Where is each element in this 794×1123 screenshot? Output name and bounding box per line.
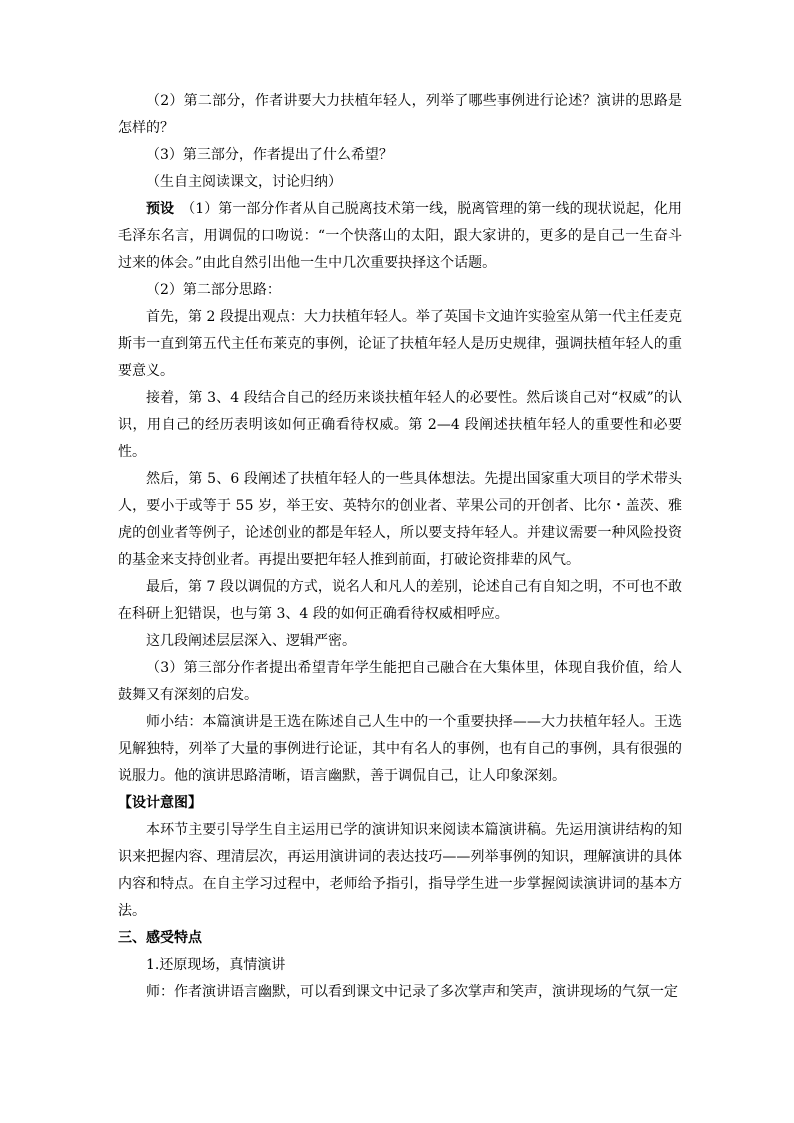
paragraph-first: 首先，第 2 段提出观点：大力扶植年轻人。举了英国卡文迪许实验室从第一代主任麦克斯韦一直到第五代主任布莱克的事例，论证了扶植年轻人是历史规律，强调扶植年轻人的重要意义。 [118,309,682,379]
paragraph-part3: （3）第三部分作者提出希望青年学生能把自己融合在大集体里，体现自我价值，给人鼓舞又有深刻的启发。 [118,660,682,703]
preview-label: 预设 [146,201,175,217]
reading-instruction: （生自主阅读课文，讨论归纳） [146,174,342,190]
question-part3: （3）第三部分，作者提出了什么希望？ [146,147,393,163]
item-1: 1.还原现场，真情演讲 [146,957,286,973]
teacher-summary: 师小结：本篇演讲是王选在陈述自己人生中的一个重要抉择——大力扶植年轻人。王选见解独特，列举了大量的事例进行论证，其中有名人的事例，也有自己的事例，具有很强的说服力。他的演讲思路清晰，语言幽默，善于调侃自己，让人印象深刻。 [118,714,682,784]
preview-paragraph [118,196,682,277]
section3-heading: 三、感受特点 [118,930,202,946]
design-intent-heading: 【设计意图】 [118,795,202,811]
paragraph-last: 最后，第 7 段以调侃的方式，说名人和凡人的差别，论述自己有自知之明，不可也不敢在科研上犯错误，也与第 3、4 段的如何正确看待权威相呼应。 [118,579,682,622]
paragraph-summary: 这几段阐述层层深入、逻辑严密。 [146,633,356,649]
part2-title: （2）第二部分思路： [146,282,281,298]
teacher-line: 师：作者演讲语言幽默，可以看到课文中记录了多次掌声和笑声，演讲现场的气氛一定 [146,984,678,1000]
preview-text: （1）第一部分作者从自己脱离技术第一线，脱离管理的第一线的现状说起，化用毛泽东名言，用调侃的口吻说：“一个快落山的太阳，跟大家讲的，更多的是自己一生奋斗过来的体会。”由此自然引出他一生中几次重要抉择这个话题。 [118,201,683,271]
design-intent-text: 本环节主要引导学生自主运用已学的演讲知识来阅读本篇演讲稿。先运用演讲结构的知识来把握内容、理清层次，再运用演讲词的表达技巧——列举事例的知识，理解演讲的具体内容和特点。在自主学习过程中，老师给予指引，指导学生进一步掌握阅读演讲词的基本方法。 [118,822,682,919]
paragraph-then: 然后，第 5、6 段阐述了扶植年轻人的一些具体想法。先提出国家重大项目的学术带头人，要小于或等于 55 岁，举王安、英特尔的创业者、苹果公司的开创者、比尔・盖茨、雅虎的创业者等例子，论述创业的都是年轻人，所以要支持年轻人。并建议需要一种风险投资的基金来支持创业者。再提出要把年轻人推到前面，打破论资排辈的风气。 [118,471,682,568]
question-part2: （2）第二部分，作者讲要大力扶植年轻人，列举了哪些事例进行论述？演讲的思路是怎样的？ [118,93,682,136]
paragraph-next: 接着，第 3、4 段结合自己的经历来谈扶植年轻人的必要性。然后谈自己对“权威”的认识，用自己的经历表明该如何正确看待权威。第 2—4 段阐述扶植年轻人的重要性和必要性。 [118,390,682,460]
